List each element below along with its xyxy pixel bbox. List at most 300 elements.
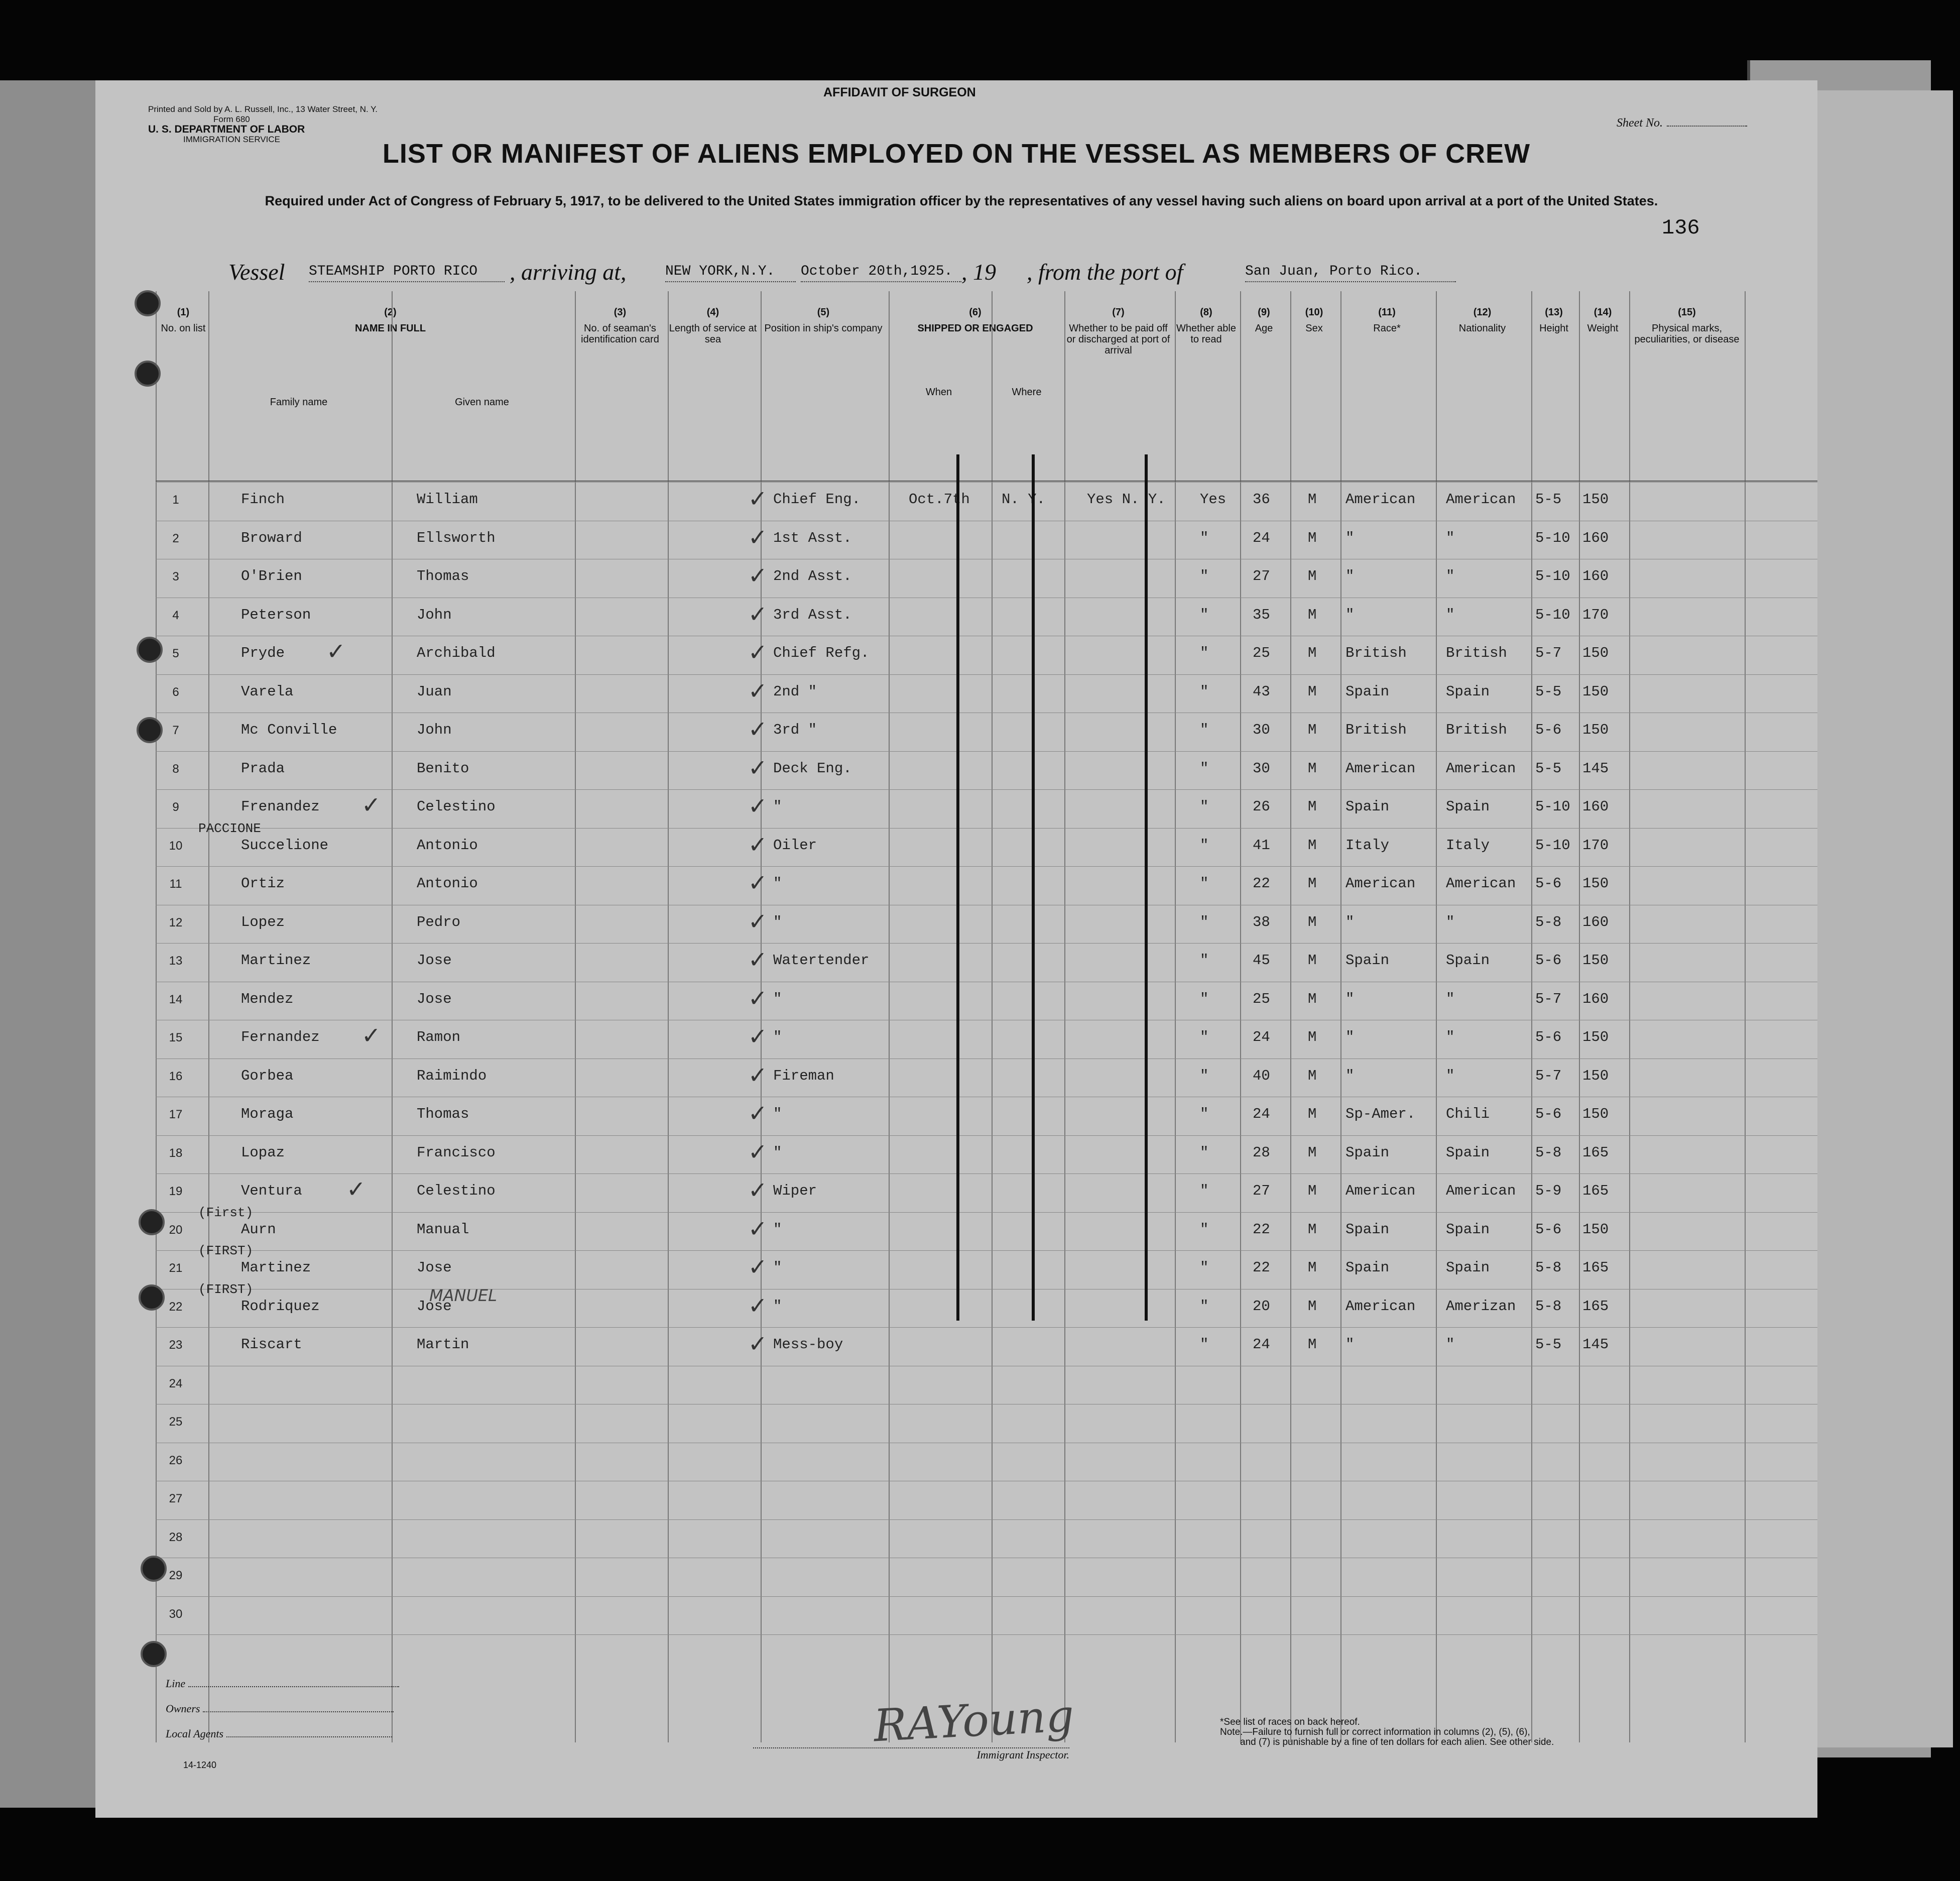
age: 22 — [1253, 1221, 1270, 1238]
col-header-read: (8) Whether able to read — [1176, 307, 1236, 345]
age: 27 — [1253, 1183, 1270, 1199]
age: 25 — [1253, 645, 1270, 661]
able-to-read: " — [1200, 1221, 1209, 1238]
given-name: Ramon — [417, 1029, 461, 1045]
position: 3rd " — [773, 722, 817, 738]
given-name: Celestino — [417, 1183, 496, 1199]
position: " — [773, 990, 782, 1007]
departure-port: San Juan, Porto Rico. — [1245, 264, 1456, 282]
given-name: John — [417, 722, 452, 738]
weight: 150 — [1582, 722, 1609, 738]
table-row — [95, 1443, 1817, 1481]
race: Spain — [1345, 1144, 1390, 1161]
height: 5-7 — [1535, 1067, 1562, 1084]
height: 5-10 — [1535, 568, 1570, 584]
able-to-read: " — [1200, 606, 1209, 623]
col-header-where: Where — [1012, 387, 1042, 398]
nationality: " — [1446, 606, 1455, 623]
col-header-physical-marks: (15) Physical marks, peculiarities, or disease — [1634, 307, 1740, 345]
table-row — [95, 1327, 1817, 1365]
ditto-line-paid — [1145, 454, 1148, 1321]
sex: M — [1308, 683, 1317, 700]
race: American — [1345, 1298, 1416, 1315]
race: " — [1345, 913, 1355, 930]
nationality: Spain — [1446, 1259, 1490, 1276]
able-to-read: " — [1200, 798, 1209, 815]
nationality: Amerizan — [1446, 1298, 1516, 1315]
family-name: Aurn — [241, 1221, 276, 1238]
check-mark-icon: ✓ — [748, 907, 768, 935]
col-header-name: (2) NAME IN FULL — [354, 307, 426, 334]
height: 5-5 — [1535, 760, 1562, 777]
family-name: Broward — [241, 529, 302, 546]
weight: 160 — [1582, 798, 1609, 815]
row-number: 22 — [169, 1300, 183, 1314]
sex: M — [1308, 760, 1317, 777]
race: Spain — [1345, 1259, 1390, 1276]
weight: 150 — [1582, 1067, 1609, 1084]
given-name: Ellsworth — [417, 529, 496, 546]
height: 5-6 — [1535, 875, 1562, 892]
binder-hole — [139, 1209, 165, 1235]
sex: M — [1308, 875, 1317, 892]
weight: 150 — [1582, 952, 1609, 969]
family-name: O'Brien — [241, 568, 302, 584]
given-name: Manual — [417, 1221, 469, 1238]
nationality: Spain — [1446, 683, 1490, 700]
race: " — [1345, 529, 1355, 546]
row-number: 21 — [169, 1261, 183, 1275]
race: " — [1345, 606, 1355, 623]
col-header-paid-off: (7) Whether to be paid off or discharged at port of arrival — [1066, 307, 1170, 356]
binder-hole — [141, 1641, 167, 1667]
row-number: 27 — [169, 1492, 183, 1505]
height: 5-6 — [1535, 1221, 1562, 1238]
family-name: Moraga — [241, 1106, 294, 1122]
position: " — [773, 1298, 782, 1315]
sex: M — [1308, 645, 1317, 661]
table-row — [95, 1558, 1817, 1596]
given-name: Thomas — [417, 1106, 469, 1122]
given-name-annotation: MANUEL — [429, 1285, 497, 1305]
col-header-when: When — [925, 387, 952, 398]
family-name-annotation: (FIRST) — [198, 1243, 254, 1258]
sex: M — [1308, 722, 1317, 738]
check-mark-icon: ✓ — [748, 1138, 768, 1165]
position: Mess-boy — [773, 1336, 843, 1353]
inspector-label: Immigrant Inspector. — [753, 1747, 1069, 1761]
sex: M — [1308, 837, 1317, 854]
race: " — [1345, 1067, 1355, 1084]
able-to-read: " — [1200, 913, 1209, 930]
nationality: Spain — [1446, 952, 1490, 969]
sex: M — [1308, 491, 1317, 508]
sex: M — [1308, 1298, 1317, 1315]
height: 5-10 — [1535, 529, 1570, 546]
height: 5-8 — [1535, 1298, 1562, 1315]
weight: 150 — [1582, 491, 1609, 508]
age: 24 — [1253, 529, 1270, 546]
row-number: 7 — [172, 724, 179, 737]
row-number: 19 — [169, 1185, 183, 1198]
family-name: Pryde — [241, 645, 285, 661]
check-mark-icon: ✓ — [748, 716, 768, 743]
col-header-age: (9) Age — [1255, 307, 1273, 334]
weight: 145 — [1582, 1336, 1609, 1353]
sex: M — [1308, 529, 1317, 546]
check-mark-icon: ✓ — [748, 639, 768, 666]
height: 5-9 — [1535, 1183, 1562, 1199]
check-mark-icon: ✓ — [748, 984, 768, 1012]
col-header-weight: (14) Weight — [1587, 307, 1619, 334]
race: Spain — [1345, 952, 1390, 969]
age: 40 — [1253, 1067, 1270, 1084]
row-number: 5 — [172, 647, 179, 660]
able-to-read: " — [1200, 683, 1209, 700]
page-subtitle: Required under Act of Congress of February 5, 1917, to be delivered to the United States immigration officer by the representatives of any vessel having such aliens on board upon arrival at a port of the United States. — [265, 193, 1658, 208]
position: " — [773, 1259, 782, 1276]
table-row — [95, 1481, 1817, 1519]
row-number: 2 — [172, 531, 179, 545]
family-name: Frenandez — [241, 798, 320, 815]
given-name: Jose — [417, 990, 452, 1007]
col-header-service: (4) Length of service at sea — [669, 307, 757, 345]
nationality: British — [1446, 645, 1507, 661]
check-mark-icon: ✓ — [748, 831, 768, 858]
age: 43 — [1253, 683, 1270, 700]
sex: M — [1308, 606, 1317, 623]
row-number: 9 — [172, 800, 179, 814]
family-name: Lopaz — [241, 1144, 285, 1161]
height: 5-8 — [1535, 1259, 1562, 1276]
family-name: Mendez — [241, 990, 294, 1007]
row-number: 6 — [172, 685, 179, 699]
family-name: Fernandez — [241, 1029, 320, 1045]
able-to-read: " — [1200, 1067, 1209, 1084]
age: 24 — [1253, 1106, 1270, 1122]
family-name: Peterson — [241, 606, 311, 623]
row-number: 30 — [169, 1607, 183, 1621]
able-to-read: " — [1200, 1106, 1209, 1122]
check-mark-icon: ✓ — [748, 1215, 768, 1242]
sex: M — [1308, 568, 1317, 584]
nationality: Chili — [1446, 1106, 1490, 1122]
given-name: Benito — [417, 760, 469, 777]
given-name: Jose — [417, 1259, 452, 1276]
sex: M — [1308, 1106, 1317, 1122]
nationality: " — [1446, 1336, 1455, 1353]
row-number: 13 — [169, 954, 183, 968]
check-mark-icon: ✓ — [748, 792, 768, 819]
col-header-given: Given name — [455, 397, 509, 408]
height: 5-8 — [1535, 913, 1562, 930]
footer-line: Line — [166, 1677, 399, 1690]
able-to-read: " — [1200, 529, 1209, 546]
nationality: American — [1446, 1183, 1516, 1199]
row-number: 1 — [172, 493, 179, 507]
row-number: 10 — [169, 839, 183, 853]
position: " — [773, 1221, 782, 1238]
check-mark-icon: ✓ — [748, 946, 768, 973]
family-name-annotation: (FIRST) — [198, 1281, 254, 1297]
check-mark-icon: ✓ — [748, 1100, 768, 1127]
age: 27 — [1253, 568, 1270, 584]
family-name-annotation: PACCIONE — [198, 820, 261, 836]
position: " — [773, 1106, 782, 1122]
inspector-signature: RAYoung — [872, 1689, 1075, 1752]
binder-hole — [135, 361, 161, 387]
height: 5-6 — [1535, 952, 1562, 969]
family-name: Lopez — [241, 913, 285, 930]
race: American — [1345, 875, 1416, 892]
row-number: 8 — [172, 762, 179, 776]
shipped-when: Oct.7th — [909, 491, 970, 508]
check-mark-icon: ✓ — [748, 1023, 768, 1050]
position: 2nd Asst. — [773, 568, 852, 584]
vessel-name: STEAMSHIP PORTO RICO — [309, 264, 505, 282]
nationality: Spain — [1446, 1221, 1490, 1238]
given-name: Antonio — [417, 875, 478, 892]
family-name: Martinez — [241, 1259, 311, 1276]
binder-hole — [137, 637, 163, 663]
row-number: 12 — [169, 915, 183, 929]
weight: 145 — [1582, 760, 1609, 777]
check-mark-icon: ✓ — [748, 754, 768, 781]
able-to-read: " — [1200, 760, 1209, 777]
height: 5-10 — [1535, 606, 1570, 623]
row-number: 3 — [172, 570, 179, 583]
family-name: Mc Conville — [241, 722, 337, 738]
col-header-position: (5) Position in ship's company — [764, 307, 883, 334]
row-number: 4 — [172, 608, 179, 622]
given-name: John — [417, 606, 452, 623]
given-name: Francisco — [417, 1144, 496, 1161]
row-number: 16 — [169, 1069, 183, 1083]
col-header-family: Family name — [270, 397, 328, 408]
height: 5-7 — [1535, 990, 1562, 1007]
nationality: American — [1446, 760, 1516, 777]
position: Watertender — [773, 952, 870, 969]
family-name: Varela — [241, 683, 294, 700]
family-name: Succelione — [241, 837, 329, 854]
grid-row-line — [156, 1634, 1817, 1635]
row-number: 28 — [169, 1530, 183, 1544]
height: 5-6 — [1535, 1029, 1562, 1045]
sex: M — [1308, 1067, 1317, 1084]
race: Spain — [1345, 683, 1390, 700]
weight: 165 — [1582, 1298, 1609, 1315]
weight: 150 — [1582, 1029, 1609, 1045]
position: " — [773, 1144, 782, 1161]
given-name: Archibald — [417, 645, 496, 661]
sex: M — [1308, 1336, 1317, 1353]
able-to-read: " — [1200, 568, 1209, 584]
able-to-read: " — [1200, 990, 1209, 1007]
nationality: " — [1446, 529, 1455, 546]
position: " — [773, 913, 782, 930]
weight: 165 — [1582, 1183, 1609, 1199]
family-name: Prada — [241, 760, 285, 777]
sex: M — [1308, 1029, 1317, 1045]
printer-imprint: Printed and Sold by A. L. Russell, Inc., 13 Water Street, N. Y. Form 680 U. S. DEPARTMENT OF LABOR IMMIGRATION SERVICE — [148, 104, 378, 144]
race: Spain — [1345, 798, 1390, 815]
position: 2nd " — [773, 683, 817, 700]
position: Chief Refg. — [773, 645, 870, 661]
age: 38 — [1253, 913, 1270, 930]
check-mark-icon: ✓ — [361, 791, 381, 818]
adjacent-page-left — [0, 80, 100, 1808]
race: British — [1345, 722, 1407, 738]
weight: 160 — [1582, 529, 1609, 546]
check-mark-icon: ✓ — [361, 1022, 381, 1049]
height: 5-5 — [1535, 491, 1562, 508]
weight: 170 — [1582, 837, 1609, 854]
nationality: Italy — [1446, 837, 1490, 854]
height: 5-6 — [1535, 722, 1562, 738]
weight: 165 — [1582, 1259, 1609, 1276]
given-name: Jose — [417, 952, 452, 969]
sex: M — [1308, 913, 1317, 930]
age: 30 — [1253, 722, 1270, 738]
sex: M — [1308, 1221, 1317, 1238]
weight: 150 — [1582, 1106, 1609, 1122]
able-to-read: " — [1200, 837, 1209, 854]
table-row — [95, 1404, 1817, 1442]
race: Spain — [1345, 1221, 1390, 1238]
given-name: Celestino — [417, 798, 496, 815]
row-number: 14 — [169, 992, 183, 1006]
check-mark-icon: ✓ — [748, 869, 768, 896]
paid-off: Yes N. Y. — [1087, 491, 1166, 508]
col-header-height: (13) Height — [1539, 307, 1568, 334]
height: 5-8 — [1535, 1144, 1562, 1161]
position: Fireman — [773, 1067, 834, 1084]
header-divider — [156, 481, 1817, 482]
row-number: 17 — [169, 1108, 183, 1121]
height: 5-7 — [1535, 645, 1562, 661]
row-number: 29 — [169, 1569, 183, 1582]
age: 26 — [1253, 798, 1270, 815]
ditto-line-when — [956, 454, 959, 1321]
check-mark-icon: ✓ — [748, 1177, 768, 1204]
arrival-date: October 20th,1925. — [801, 264, 961, 282]
sex: M — [1308, 952, 1317, 969]
binder-hole — [139, 1284, 165, 1311]
position: Deck Eng. — [773, 760, 852, 777]
nationality: " — [1446, 568, 1455, 584]
position: 1st Asst. — [773, 529, 852, 546]
race: American — [1345, 1183, 1416, 1199]
given-name: Thomas — [417, 568, 469, 584]
race: Italy — [1345, 837, 1390, 854]
check-mark-icon: ✓ — [748, 1061, 768, 1089]
manifest-sheet: Printed and Sold by A. L. Russell, Inc., 13 Water Street, N. Y. Form 680 U. S. DEPARTMENT OF LABOR IMMIGRATION SERVICE AFFIDAVIT OF SURGEON Sheet No. LIST OR MANIFEST OF ALIENS EMPLOYED ON THE VESSEL AS MEMBERS OF CREW Required under Act of Congress of February 5, 1917, to be delivered to the United States immigration officer by the representatives of any vessel having such aliens on board upon arrival at a port of the United States. 136 Vessel STEAMSHIP PORTO RICO , arriving at, NEW YORK,N.Y. October 20th,1925. , 19 , from the port of San Juan, Porto Rico. (1) No. on list (2) NAME IN FULL Family name Given name (3) No. of seaman's identification card (4) Length of service at sea (5) Position in ship's company (6) SHIPPED OR ENGAGED When Where (7) Whether to be paid off or discharged at port of arrival (8) Whether able to read (9) Age (10) Sex (11) Race* (12) Nationality (13) Height (14) Weight (15) Physical marks, peculiarities, or disease 1 Finch William Chief Eng. Oct.7th N. Y. Yes N. Y. Yes 36 M American American 5-5 150 2 Broward Ellsworth 1st Asst. " 24 M " " 5-10 160 3 O'Brien Thomas 2nd Asst. " 27 M " " 5-10 160 4 Peterson John 3rd Asst. " 35 M " " 5-10 170 5 Pryde Archibald Chief Refg. " 25 M British British 5-7 150 6 Varela Juan 2nd " " 43 M Spain Spain 5-5 150 7 Mc Conville John 3rd " " 30 M British British 5-6 150 8 Prada Benito Deck Eng. " 30 M American American 5-5 145 9 Frenandez Celestino " " 26 M Spain Spain 5-10 160 10 Succelione Antonio Oiler " 41 M Italy Italy 5-10 170 PACCIONE 11 Ortiz Antonio " " 22 M American American 5-6 150 12 Lopez Pedro " " 38 M " " 5-8 160 13 Martinez Jose Watertender " 45 M Spain Spain 5-6 150 14 Mendez Jose " " 25 M " " 5-7 160 15 Fernandez Ramon " " 24 M " " 5-6 150 16 Gorbea Raimindo Fireman " 40 M " " 5-7 150 17 Moraga Thomas " " 24 M Sp-Amer. Chili 5-6 150 18 Lopaz Francisco " " 28 M Spain Spain 5-8 165 19 Ventura Celestino Wiper " 27 M American American 5-9 165 20 Aurn Manual " " 22 M Spain Spain 5-6 150 (First) 21 Martinez Jose " " 22 M Spain Spain 5-8 165 (FIRST) 22 Rodriquez Jose " " 20 M American Amerizan 5-8 165 (FIRST) MANUEL 23 Riscart Martin Mess-boy " 24 M " " 5-5 145 24 25 26 27 28 29 30 ✓ ✓ ✓ ✓ ✓ ✓ ✓ ✓ ✓ ✓ ✓ ✓ ✓ ✓ ✓ ✓ ✓ ✓ ✓ ✓ ✓ ✓ ✓ ✓ ✓ ✓ ✓ Line Owners Local Agents RAYoung Immigrant Inspector. *See list of races on back hereof. Note.—Failure to furnish full or correct information in columns (2), (5), (6), and (7) is punishable by a fine of ten dollars for each alien. See other side. 14-1240 — [95, 80, 1817, 1818]
position: Oiler — [773, 837, 817, 854]
family-name: Ortiz — [241, 875, 285, 892]
check-mark-icon: ✓ — [748, 1253, 768, 1280]
race: " — [1345, 568, 1355, 584]
binder-hole — [141, 1556, 167, 1582]
age: 36 — [1253, 491, 1270, 508]
family-name: Martinez — [241, 952, 311, 969]
weight: 150 — [1582, 645, 1609, 661]
family-name: Ventura — [241, 1183, 302, 1199]
able-to-read: " — [1200, 645, 1209, 661]
row-number: 26 — [169, 1453, 183, 1467]
weight: 150 — [1582, 1221, 1609, 1238]
age: 22 — [1253, 1259, 1270, 1276]
family-name: Riscart — [241, 1336, 302, 1353]
able-to-read: " — [1200, 1183, 1209, 1199]
affidavit-label: AFFIDAVIT OF SURGEON — [823, 85, 976, 99]
able-to-read: " — [1200, 1029, 1209, 1045]
able-to-read: " — [1200, 722, 1209, 738]
weight: 160 — [1582, 913, 1609, 930]
height: 5-5 — [1535, 1336, 1562, 1353]
height: 5-6 — [1535, 1106, 1562, 1122]
able-to-read: " — [1200, 1298, 1209, 1315]
arrival-port: NEW YORK,N.Y. — [665, 264, 796, 282]
check-mark-icon: ✓ — [748, 1330, 768, 1357]
col-header-sex: (10) Sex — [1305, 307, 1323, 334]
weight: 160 — [1582, 568, 1609, 584]
sex: M — [1308, 1183, 1317, 1199]
row-number: 15 — [169, 1031, 183, 1044]
family-name: Finch — [241, 491, 285, 508]
family-name-annotation: (First) — [198, 1205, 254, 1220]
able-to-read: " — [1200, 1336, 1209, 1353]
race: Sp-Amer. — [1345, 1106, 1416, 1122]
age: 35 — [1253, 606, 1270, 623]
check-mark-icon: ✓ — [748, 562, 768, 589]
col-header-race: (11) Race* — [1373, 307, 1401, 334]
binder-hole — [137, 717, 163, 743]
age: 28 — [1253, 1144, 1270, 1161]
nationality: " — [1446, 1067, 1455, 1084]
row-number: 24 — [169, 1376, 183, 1390]
nationality: Spain — [1446, 798, 1490, 815]
sex: M — [1308, 798, 1317, 815]
able-to-read: " — [1200, 1259, 1209, 1276]
col-header-nationality: (12) Nationality — [1458, 307, 1506, 334]
position: " — [773, 798, 782, 815]
position: " — [773, 1029, 782, 1045]
weight: 150 — [1582, 875, 1609, 892]
given-name: Jose — [417, 1298, 452, 1315]
height: 5-5 — [1535, 683, 1562, 700]
col-header-shipped: (6) SHIPPED OR ENGAGED — [917, 307, 1033, 334]
weight: 150 — [1582, 683, 1609, 700]
page-title: LIST OR MANIFEST OF ALIENS EMPLOYED ON THE VESSEL AS MEMBERS OF CREW — [382, 139, 1531, 169]
height: 5-10 — [1535, 837, 1570, 854]
check-mark-icon: ✓ — [748, 600, 768, 628]
check-mark-icon: ✓ — [346, 1175, 366, 1203]
check-mark-icon: ✓ — [748, 485, 768, 512]
table-row — [95, 1366, 1817, 1404]
weight: 165 — [1582, 1144, 1609, 1161]
row-number: 18 — [169, 1146, 183, 1160]
age: 25 — [1253, 990, 1270, 1007]
weight: 160 — [1582, 990, 1609, 1007]
binder-hole — [135, 290, 161, 316]
sex: M — [1308, 990, 1317, 1007]
race: American — [1345, 491, 1416, 508]
given-name: Martin — [417, 1336, 469, 1353]
row-number: 25 — [169, 1415, 183, 1429]
age: 20 — [1253, 1298, 1270, 1315]
table-row — [95, 1596, 1817, 1634]
row-number: 11 — [169, 877, 182, 891]
